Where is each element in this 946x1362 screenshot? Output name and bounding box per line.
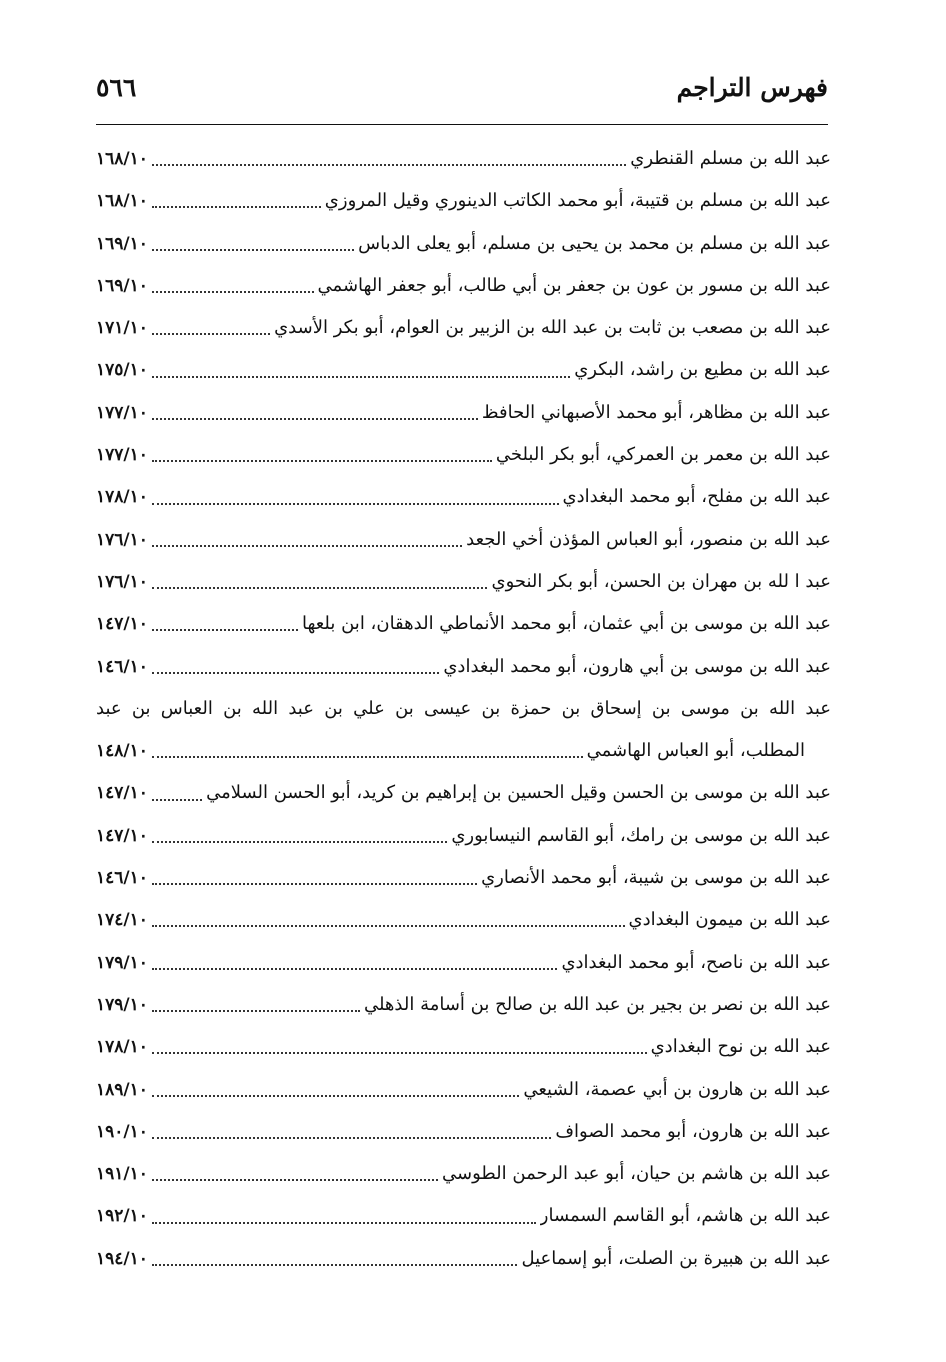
entry-reference: ١٤٦/١٠ — [96, 868, 148, 889]
entry-name: عبد الله بن هارون، أبو محمد الصواف — [555, 1120, 831, 1142]
entry-reference: ١٤٧/١٠ — [96, 825, 148, 846]
dot-leader — [152, 333, 270, 335]
entry-name: عبد الله بن هارون بن أبي عصمة، الشيعي — [523, 1078, 831, 1100]
entry-name: عبد الله بن نصر بن بجير بن عبد الله بن صالح بن أسامة الذهلي — [363, 993, 831, 1015]
dot-leader — [152, 545, 462, 547]
entry-name: عبد الله بن مطيع بن راشد، البكري — [574, 359, 831, 381]
index-entry — [96, 138, 831, 180]
entry-continuation — [96, 730, 831, 772]
dot-leader — [152, 629, 298, 631]
dot-leader — [152, 883, 477, 885]
entry-reference: ١٧٦/١٠ — [96, 571, 148, 592]
index-entry-wrapped — [96, 688, 831, 773]
entry-name-line2: المطلب، أبو العباس الهاشمي — [586, 740, 805, 762]
entry-reference: ١٨٩/١٠ — [96, 1079, 148, 1100]
index-entry — [96, 772, 831, 814]
entry-reference: ١٧٦/١٠ — [96, 529, 148, 550]
entry-name: عبد الله بن ميمون البغدادي — [628, 909, 831, 931]
dot-leader — [152, 1264, 518, 1266]
index-entry — [96, 1238, 831, 1280]
entry-reference: ١٧٨/١٠ — [96, 487, 148, 508]
dot-leader — [152, 1137, 552, 1139]
entry-name: عبد الله بن هبيرة بن الصلت، أبو إسماعيل — [521, 1247, 831, 1269]
index-entry — [96, 1195, 831, 1237]
entry-name: عبد الله بن مسلم بن قتيبة، أبو محمد الكاتب الدينوري وقيل المروزي — [324, 190, 831, 212]
index-entry — [96, 1111, 831, 1153]
index-entry — [96, 603, 831, 645]
entry-reference: ١٩٤/١٠ — [96, 1248, 148, 1269]
index-entry — [96, 984, 831, 1026]
index-entry — [96, 434, 831, 476]
dot-leader — [152, 587, 488, 589]
dot-leader — [152, 460, 492, 462]
entry-name: عبد الله بن موسى بن الحسن وقيل الحسين بن إبراهيم بن كريد، أبو الحسن السلامي — [206, 782, 831, 804]
running-title: فهرس التراجم — [676, 72, 828, 102]
entry-name: عبد الله بن ناصح، أبو محمد البغدادي — [561, 951, 831, 973]
index-entry — [96, 223, 831, 265]
dot-leader — [152, 418, 478, 420]
index-entry — [96, 857, 831, 899]
entry-reference: ١٧٩/١٠ — [96, 994, 148, 1015]
dot-leader — [152, 968, 558, 970]
dot-leader — [152, 1095, 519, 1097]
index-entry — [96, 942, 831, 984]
entry-reference: ١٩١/١٠ — [96, 1164, 148, 1185]
index-entry — [96, 1026, 831, 1068]
entry-reference: ١٤٨/١٠ — [96, 741, 148, 762]
entry-name: عبد الله بن منصور، أبو العباس المؤذن أخي الجعد — [466, 528, 831, 550]
entry-name: عبد الله بن مسلم بن محمد بن يحيى بن مسلم، أبو يعلى الدباس — [358, 232, 831, 254]
index-entry — [96, 349, 831, 391]
biography-index-list — [96, 138, 831, 1280]
entry-reference: ١٧١/١٠ — [96, 318, 148, 339]
entry-name: عبد ا لله بن مهران بن الحسن، أبو بكر النحوي — [491, 570, 831, 592]
dot-leader — [152, 249, 354, 251]
page-header — [96, 62, 828, 112]
entry-reference: ١٦٨/١٠ — [96, 191, 148, 212]
dot-leader — [152, 1222, 536, 1224]
dot-leader — [152, 164, 626, 166]
header-rule — [96, 124, 828, 125]
entry-reference: ١٦٩/١٠ — [96, 233, 148, 254]
index-entry — [96, 815, 831, 857]
index-entry — [96, 561, 831, 603]
entry-name: عبد الله بن موسى بن شيبة، أبو محمد الأنصاري — [481, 867, 831, 889]
dot-leader — [152, 291, 314, 293]
index-entry — [96, 899, 831, 941]
entry-reference: ١٤٧/١٠ — [96, 614, 148, 635]
entry-reference: ١٧٤/١٠ — [96, 910, 148, 931]
entry-reference: ١٩٢/١٠ — [96, 1206, 148, 1227]
dot-leader — [152, 756, 583, 758]
entry-name: عبد الله بن موسى بن أبي عثمان، أبو محمد الأنماطي الدهقان، ابن بلعها — [301, 613, 831, 635]
entry-name: عبد الله بن موسى بن أبي هارون، أبو محمد البغدادي — [443, 655, 831, 677]
entry-name: عبد الله بن نوح البغدادي — [650, 1036, 831, 1058]
dot-leader — [152, 925, 625, 927]
entry-name: عبد الله بن مسور بن عون بن جعفر بن أبي طالب، أبو جعفر الهاشمي — [317, 274, 831, 296]
entry-name-line1: عبد الله بن موسى بن إسحاق بن حمزة بن عيسى بن علي بن عبد الله بن العباس بن عبد — [96, 697, 831, 719]
entry-reference: ١٧٨/١٠ — [96, 1037, 148, 1058]
dot-leader — [152, 672, 439, 674]
index-entry — [96, 307, 831, 349]
index-entry — [96, 180, 831, 222]
entry-name: عبد الله بن مظاهر، أبو محمد الأصبهاني الحافظ — [481, 401, 831, 423]
entry-reference: ١٤٦/١٠ — [96, 656, 148, 677]
dot-leader — [152, 376, 570, 378]
index-entry — [96, 646, 831, 688]
entry-reference: ١٧٧/١٠ — [96, 445, 148, 466]
entry-reference: ١٩٠/١٠ — [96, 1121, 148, 1142]
dot-leader — [152, 1179, 438, 1181]
index-entry — [96, 1069, 831, 1111]
index-entry — [96, 265, 831, 307]
index-entry — [96, 392, 831, 434]
entry-name: عبد الله بن مصعب بن ثابت بن عبد الله بن الزبير بن العوام، أبو بكر الأسدي — [274, 317, 831, 339]
entry-name: عبد الله بن مسلم القنطري — [630, 148, 831, 169]
entry-name: عبد الله بن معمر بن العمركي، أبو بكر البلخي — [495, 444, 831, 466]
entry-reference: ١٧٧/١٠ — [96, 402, 148, 423]
dot-leader — [152, 841, 447, 843]
entry-reference: ١٧٩/١٠ — [96, 952, 148, 973]
entry-reference: ١٤٧/١٠ — [96, 783, 148, 804]
entry-reference: ١٦٨/١٠ — [96, 149, 148, 169]
dot-leader — [152, 206, 321, 208]
index-entry — [96, 476, 831, 518]
dot-leader — [152, 1052, 647, 1054]
page-number: ٥٦٦ — [96, 72, 137, 102]
entry-name: عبد الله بن مفلح، أبو محمد البغدادي — [562, 486, 831, 508]
index-entry — [96, 519, 831, 561]
entry-name: عبد الله بن هاشم، أبو القاسم السمسار — [539, 1205, 831, 1227]
entry-name: عبد الله بن موسى بن رامك، أبو القاسم النيسابوري — [451, 824, 831, 846]
dot-leader — [152, 503, 559, 505]
dot-leader — [152, 1010, 360, 1012]
entry-name: عبد الله بن هاشم بن حيان، أبو عبد الرحمن الطوسي — [442, 1163, 831, 1185]
entry-reference: ١٧٥/١٠ — [96, 360, 148, 381]
entry-reference: ١٦٩/١٠ — [96, 275, 148, 296]
index-entry — [96, 1153, 831, 1195]
dot-leader — [152, 799, 202, 801]
